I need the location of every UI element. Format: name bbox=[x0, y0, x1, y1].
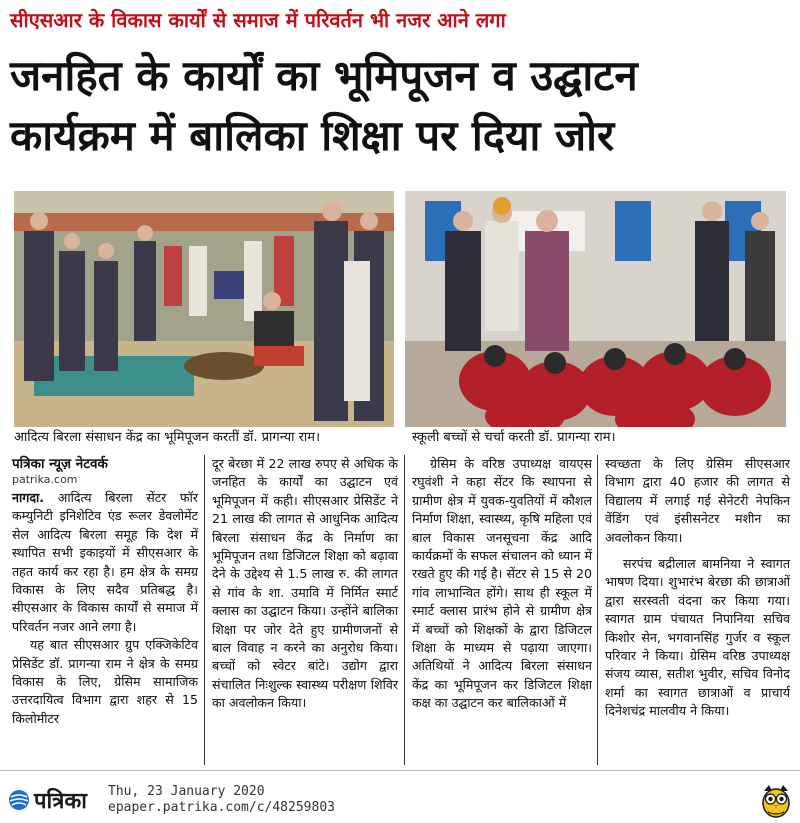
footer-meta bbox=[108, 784, 335, 816]
column-3-paragraph-1: ग्रेसिम के वरिष्ठ उपाध्यक्ष वायएस रघुवंशी ने कहा सेंटर कि स्थापना से ग्रामीण क्षेत्र में युवक-युवतियों में कौशल निर्माण शिक्षा, स्वास्थ्य, कृषि महिला एवं बाल विकास जनसूचना केंद्र आदि कार्यक्रमों के सफल संचालन को ध्यान में रखते हुए की गई है। सेंटर से 15 से 20 गांव लाभान्वित होंगे। साथ ही स्कूल में स्मार्ट क्लास प्रारंभ होने से ग्रामीण क्षेत्र में बच्चों को शिक्षकों के द्वारा डिजिटल शिक्षा के माध्यम से पढ़ाया जाएगा। अतिथियों ने आदित्य बिरला संसाधन केंद्र का भूमिपूजन कर डिजिटल शिक्षा कक्ष का उद्घाटन कर बालिकाओं में bbox=[412, 456, 592, 711]
article-column-2 bbox=[212, 455, 398, 713]
photo-left-caption: आदित्य बिरला संसाधन केंद्र का भूमिपूजन करतीं डॉ. प्रागन्या राम। bbox=[14, 430, 321, 445]
epaper-footer bbox=[0, 770, 800, 823]
edition-date: Thu, 23 January 2020 bbox=[108, 784, 265, 799]
epaper-url[interactable]: epaper.patrika.com/c/48259803 bbox=[108, 800, 335, 815]
column-rule-2 bbox=[404, 455, 405, 765]
column-1-paragraph-2: यह बात सीएसआर ग्रुप एक्जिकेटिव प्रेसिडेंट डॉ. प्रागन्या राम ने क्षेत्र के समग्र विकास के लिए, ग्रेसिम सामाजिक उत्तरदायित्व विभाग द्वारा शहर से 15 किलोमीटर bbox=[12, 637, 198, 726]
patrika-logo[interactable]: पत्रिका bbox=[34, 789, 87, 814]
column-1-paragraph-1: नागदा. आदित्य बिरला सेंटर फॉर कम्युनिटी इनिशेटिव एंड रूलर डेवलोमेंट सेल आदित्य बिरला समूह कि देश में स्थापित सभी इकाइयों में सीएसआर के तहत कार्य कर रहा है। हम क्षेत्र के समग्र विकास के लिए सदैव प्रतिबद्ध है। सीएसआर के विकास कार्यों से समाज में परिवर्तन नजर आने लगा है। bbox=[12, 490, 198, 634]
photo-school-children bbox=[405, 191, 786, 427]
headline-line-1: जनहित के कार्यों का भूमिपूजन व उद्घाटन bbox=[10, 51, 638, 100]
owl-icon bbox=[760, 783, 792, 819]
article-column-4 bbox=[605, 455, 790, 721]
column-4-paragraph-1: स्वच्छता के लिए ग्रेसिम सीएसआर विभाग द्वारा 40 हजार की लागत से विद्यालय में लगाई गई सेनेटरी नेपकिन वेंडिंग एवं इंसीसनेटर मशीन का अवलोकन किया। bbox=[605, 456, 790, 545]
globe-icon bbox=[8, 789, 30, 811]
dateline: नागदा. bbox=[12, 490, 45, 505]
article-column-3 bbox=[412, 455, 592, 713]
article-column-1 bbox=[12, 455, 198, 728]
headline-line-2: कार्यक्रम में बालिका शिक्षा पर दिया जोर bbox=[10, 111, 615, 160]
photo-bhoomipujan bbox=[14, 191, 394, 427]
kicker-headline: सीएसआर के विकास कार्यों से समाज में परिवर्तन भी नजर आने लगा bbox=[10, 8, 506, 32]
photo-right-caption: स्कूली बच्चों से चर्चा करती डॉ. प्रागन्या राम। bbox=[412, 430, 616, 445]
column-4-paragraph-2: सरपंच बद्रीलाल बामनिया ने स्वागत भाषण दिया। शुभारंभ बेरछा की छात्राओं द्वारा सरस्वती वंदना कर किया गया। स्वागत ग्राम पंचायत निपानिया सचिव किशोर सेन, भगवानसिंह गुर्जर व स्कूल परिवार ने किया। ग्रेसिम वरिष्ठ उपाध्यक्ष संजय व्यास, सतीश भुवीर, सचिव विनोद शर्मा का स्वागत छात्राओं व प्राचार्य दिनेशचंद्र मालवीय ने किया। bbox=[605, 556, 790, 719]
main-headline bbox=[10, 46, 795, 166]
column-rule-3 bbox=[597, 455, 598, 765]
column-rule-1 bbox=[204, 455, 205, 765]
column-2-paragraph-1: दूर बेरछा में 22 लाख रुपए से अधिक के जनहित के कार्यों का उद्घाटन एवं भूमिपूजन में कही। सीएसआर प्रेसिडेंट ने 21 लाख की लागत से आधुनिक आदित्य बिरला संसाधन केंद्र के निर्माण का भूमिपूजन तथा डिजिटल शिक्षा को बढ़ावा देने के उद्देश्य से 1.5 लाख रु. की लागत से गांव के शा. उमावि में निर्मित स्मार्ट क्लास का उद्घाटन किया। उन्होंने बालिका शिक्षा पर जोर देते हुए ग्रामीणजनों से बाल विवाह न करने का अनुरोध किया। बच्चों को स्वेटर बांटे। उद्योग द्वारा संचालित निःशुल्क स्वास्थ्य परीक्षण शिविर का अवलोकन किया। bbox=[212, 456, 398, 711]
byline: पत्रिका न्यूज़ नेटवर्क bbox=[12, 456, 108, 472]
byline-site: patrika.com bbox=[12, 473, 78, 486]
